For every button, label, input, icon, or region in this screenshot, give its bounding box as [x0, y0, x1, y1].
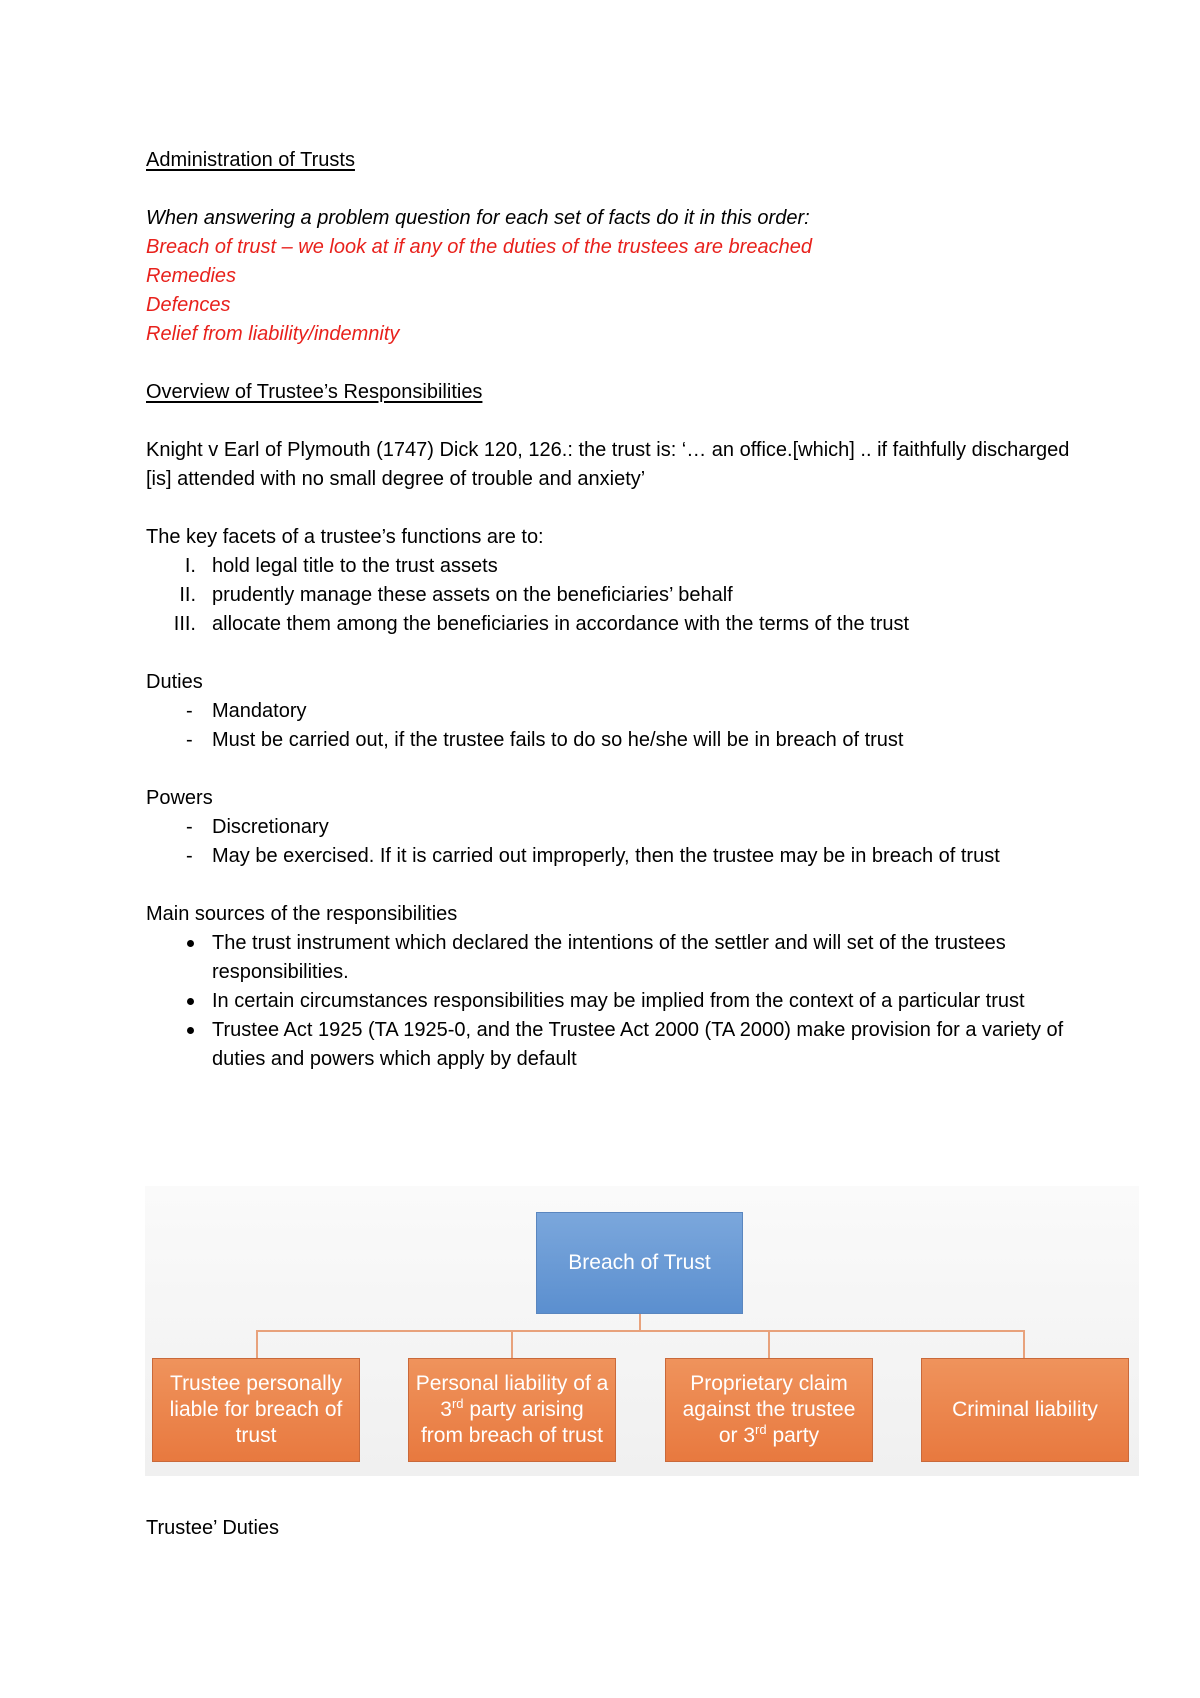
- bullet-icon: [146, 929, 212, 987]
- bullet-icon: [146, 1016, 212, 1074]
- box-line: Trustee personally: [170, 1372, 342, 1395]
- box-line: trust: [235, 1424, 277, 1447]
- order-step: Defences: [146, 294, 231, 316]
- duties-heading: Duties: [146, 671, 203, 693]
- box-line: Proprietary claim: [690, 1372, 848, 1395]
- connector-line: [1023, 1330, 1025, 1358]
- order-step: Relief from liability/indemnity: [146, 323, 400, 345]
- list-item: [146, 697, 1086, 726]
- list-item: [146, 726, 1086, 755]
- connector-line: [768, 1330, 770, 1358]
- document-body: [146, 146, 1086, 1074]
- list-item: [146, 929, 1086, 987]
- list-item-text: May be exercised. If it is carried out improperly, then the trustee may be in breach of trust: [212, 845, 1000, 867]
- facets-intro: The key facets of a trustee’s functions are to:: [146, 526, 544, 548]
- bullet-icon: [146, 987, 212, 1016]
- superscript: rd: [755, 1422, 767, 1437]
- list-item: [146, 1016, 1086, 1074]
- list-marker: I.: [184, 555, 196, 577]
- box-line: 3: [440, 1398, 452, 1421]
- list-item: [146, 552, 1086, 581]
- connector-line: [639, 1314, 641, 1331]
- breach-diagram: [145, 1186, 1139, 1476]
- intro-text: When answering a problem question for each set of facts do it in this order:: [146, 207, 810, 229]
- list-item: [146, 610, 1086, 639]
- box-line: party arising: [463, 1398, 584, 1421]
- diagram-child-proprietary-claim: [665, 1358, 873, 1462]
- list-marker: II.: [179, 584, 196, 606]
- list-item-text: In certain circumstances responsibilities may be implied from the context of a particular trust: [212, 990, 1025, 1012]
- order-step: Remedies: [146, 265, 237, 287]
- page-title: Administration of Trusts: [146, 149, 355, 171]
- list-item-text: allocate them among the beneficiaries in accordance with the terms of the trust: [212, 613, 910, 635]
- connector-line: [256, 1330, 258, 1358]
- list-item: [146, 987, 1086, 1016]
- dash-marker: -: [186, 845, 193, 867]
- knight-quote: Knight v Earl of Plymouth (1747) Dick 120, 126.: the trust is: ‘… an office.[which] .. if faithfully discharged [is] attended with no small degree of trouble and anxiety’: [146, 439, 1070, 490]
- dash-marker: -: [186, 816, 193, 838]
- diagram-root-box: Breach of Trust: [536, 1212, 743, 1314]
- list-item-text: Discretionary: [212, 816, 329, 838]
- overview-heading: Overview of Trustee’s Responsibilities: [146, 381, 483, 403]
- box-line: or 3: [718, 1424, 756, 1447]
- box-line: Criminal liability: [952, 1398, 1098, 1421]
- list-item: [146, 813, 1086, 842]
- powers-heading: Powers: [146, 787, 213, 809]
- list-item: [146, 581, 1086, 610]
- box-line: against the trustee: [682, 1398, 856, 1421]
- diagram-child-trustee-personally-liable: [152, 1358, 360, 1462]
- dash-marker: -: [186, 729, 193, 751]
- list-item-text: Trustee Act 1925 (TA 1925-0, and the Trustee Act 2000 (TA 2000) make provision for a variety of duties and powers which apply by default: [212, 1019, 1064, 1070]
- sources-heading: Main sources of the responsibilities: [146, 903, 458, 925]
- list-item-text: The trust instrument which declared the intentions of the settler and will set of the trustees responsibilities.: [212, 932, 1006, 983]
- diagram-child-criminal-liability: [921, 1358, 1129, 1462]
- trustee-duties-heading: Trustee’ Duties: [146, 1517, 280, 1539]
- trustee-duties-section: [146, 1514, 1086, 1543]
- list-item-text: hold legal title to the trust assets: [212, 555, 498, 577]
- box-line: Personal liability of a: [415, 1372, 609, 1395]
- dash-marker: -: [186, 700, 193, 722]
- box-line: party: [766, 1424, 820, 1447]
- list-item: [146, 842, 1086, 871]
- connector-line: [511, 1330, 513, 1358]
- order-step: Breach of trust – we look at if any of the duties of the trustees are breached: [146, 236, 812, 258]
- list-item-text: Must be carried out, if the trustee fails to do so he/she will be in breach of trust: [212, 729, 904, 751]
- connector-line: [256, 1330, 1025, 1332]
- box-line: liable for breach of: [169, 1398, 343, 1421]
- list-marker: III.: [173, 613, 196, 635]
- box-line: from breach of trust: [420, 1424, 604, 1447]
- superscript: rd: [451, 1396, 464, 1411]
- list-item-text: Mandatory: [212, 700, 307, 722]
- diagram-child-third-party-liability: [408, 1358, 616, 1462]
- list-item-text: prudently manage these assets on the beneficiaries’ behalf: [212, 584, 733, 606]
